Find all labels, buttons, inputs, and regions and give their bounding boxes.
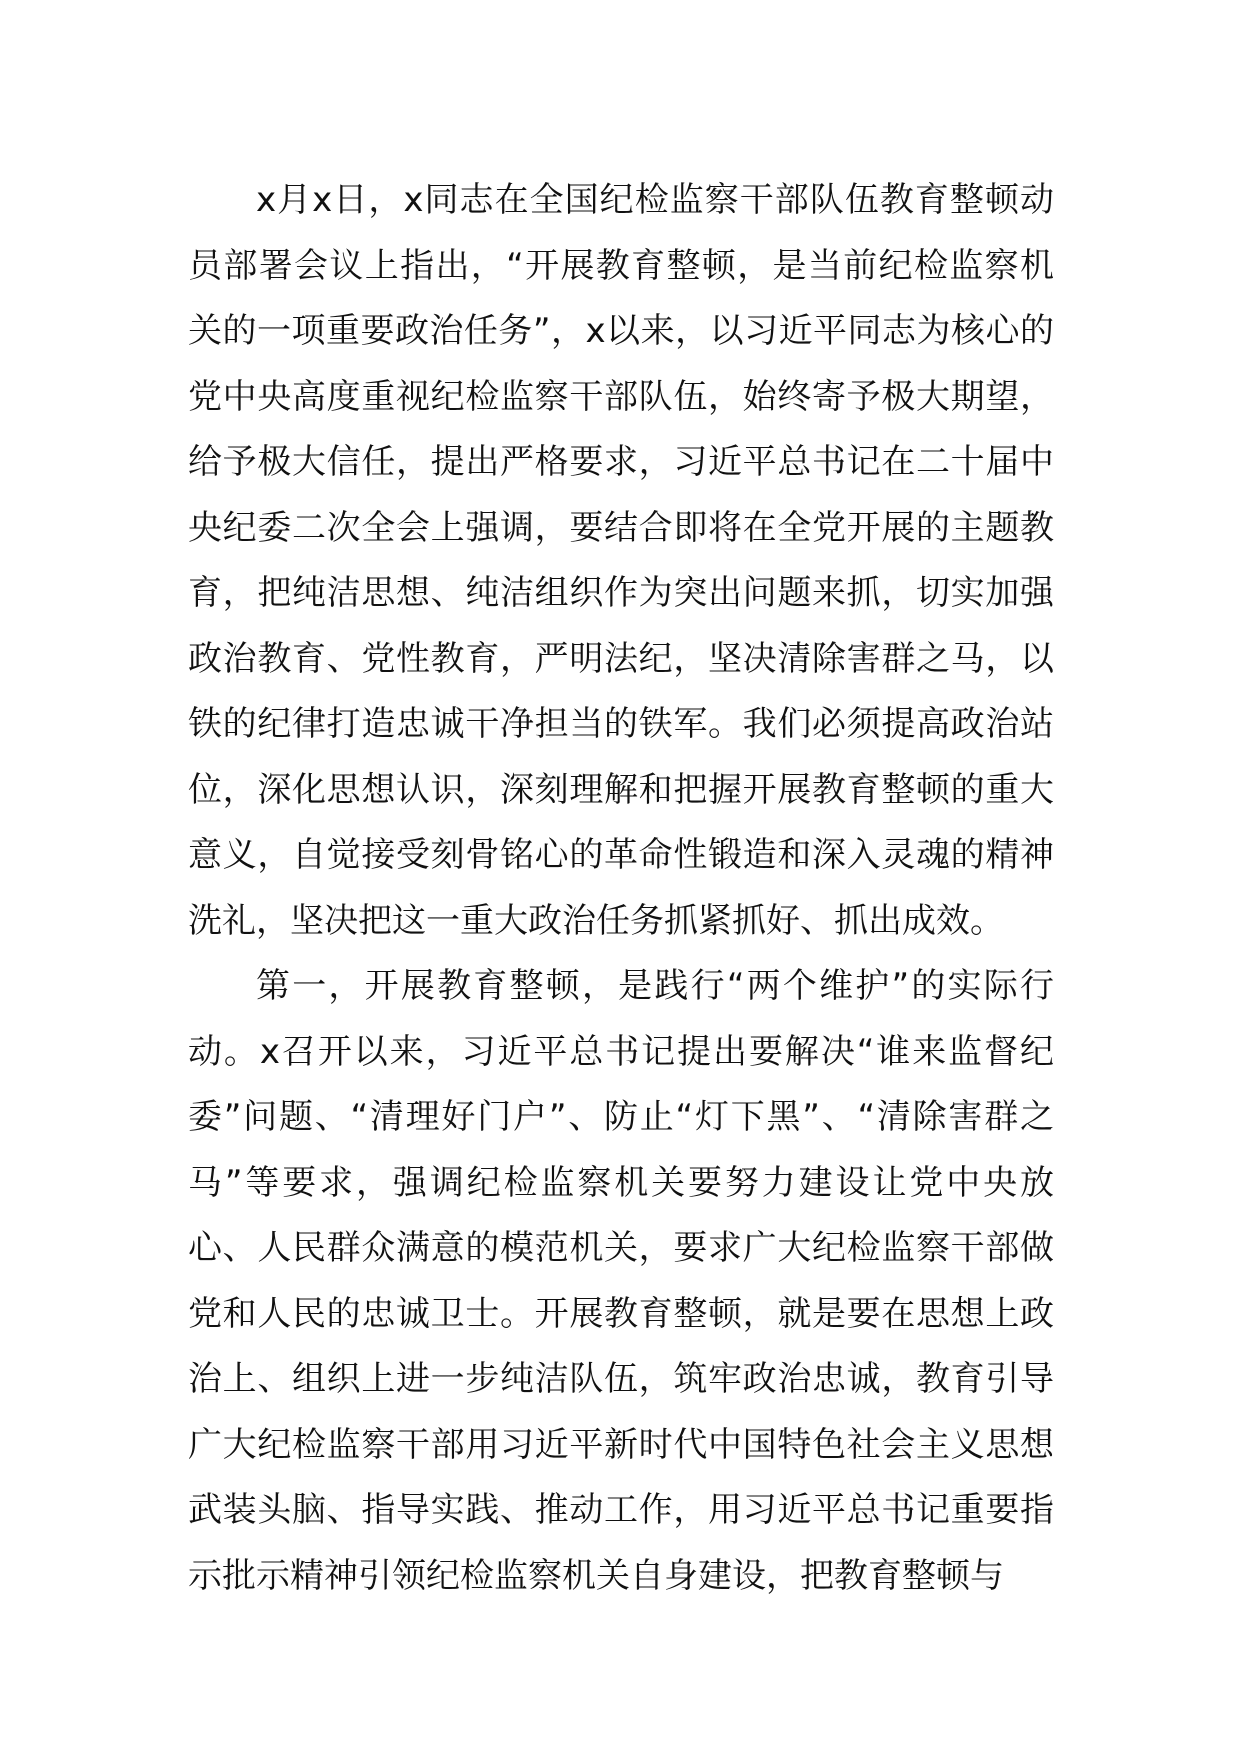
paragraph-1: x月x日，x同志在全国纪检监察干部队伍教育整顿动员部署会议上指出，“开展教育整顿，是当前纪检监察机关的一项重要政治任务”，x以来，以习近平同志为核心的党中央高度重视纪检监察干部队伍，始终寄予极大期望，给予极大信任，提出严格要求，习近平总书记在二十届中央纪委二次全会上强调，要结合即将在全党开展的主题教育，把纯洁思想、纯洁组织作为突出问题来抓，切实加强政治教育、党性教育，严明法纪，坚决清除害群之马，以铁的纪律打造忠诚干净担当的铁军。我们必须提高政治站位，深化思想认识，深刻理解和把握开展教育整顿的重大意义，自觉接受刻骨铭心的革命性锻造和深入灵魂的精神洗礼，坚决把这一重大政治任务抓紧抓好、抓出成效。 <box>188 180 1054 941</box>
paragraph-2: 第一，开展教育整顿，是践行“两个维护”的实际行动。x召开以来，习近平总书记提出要解决“谁来监督纪委”问题、“清理好门户”、防止“灯下黑”、“清除害群之马”等要求，强调纪检监察机关要努力建设让党中央放心、人民群众满意的模范机关，要求广大纪检监察干部做党和人民的忠诚卫士。开展教育整顿，就是要在思想上政治上、组织上进一步纯洁队伍，筑牢政治忠诚，教育引导广大纪检监察干部用习近平新时代中国特色社会主义思想武装头脑、指导实践、推动工作，用习近平总书记重要指示批示精神引领纪检监察机关自身建设，把教育整顿与 <box>188 966 1054 1596</box>
document-body <box>188 168 1054 1609</box>
